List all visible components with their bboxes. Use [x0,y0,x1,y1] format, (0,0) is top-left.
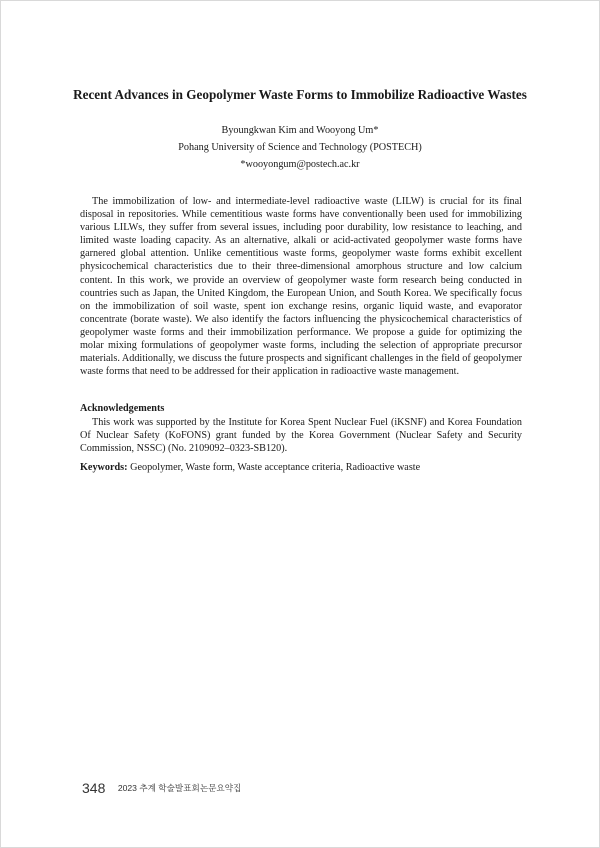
page-number: 348 [82,779,106,796]
keywords-list: Geopolymer, Waste form, Waste acceptance criteria, Radioactive waste [127,462,421,473]
abstract-paragraph: The immobilization of low- and intermediate-level radioactive waste (LILW) is crucial for its final disposal in repositories. While cementitious waste forms have conventionally been used for immobilizing various LILWs, they suffer from several issues, including poor durability, low resistance to leaching, and limited waste loading capacity. As an alternative, alkali or acid-activated geopolymer waste forms have garnered global attention. Unlike cementitious waste forms, geopolymer waste forms exhibit excellent physicochemical characteristics due to their three-dimensional amorphous structure and low calcium content. In this work, we provide an overview of geopolymer waste form research being conducted in countries such as Japan, the United Kingdom, the European Union, and South Korea. We specifically focus on the immobilization of soil waste, spent ion exchange resins, organic liquid waste, and evaporator concentrate (borate waste). We also identify the factors influencing the physicochemical characteristics of geopolymer waste forms and their immobilization performance. We propose a guide for optimizing the molar mixing formulations of geopolymer waste forms, including the selection of appropriate precursor materials. Additionally, we discuss the future prospects and significant challenges in the field of geopolymer waste forms that need to be addressed for their application in radioactive waste management. [80,196,522,378]
page-footer [82,779,241,797]
acknowledgements-section [80,416,522,455]
keywords-label: Keywords: [80,462,128,473]
proceedings-title: 2023 추계 학술발표회논문요약집 [117,782,242,793]
corresponding-email: *wooyongum@postech.ac.kr [240,159,360,170]
acknowledgements-paragraph: This work was supported by the Institute for Korea Spent Nuclear Fuel (iKSNF) and Korea Foundation Of Nuclear Safety (KoFONS) grant funded by the Korea Government (Nuclear Safety and Security Commission, NSSC) (No. 2109092–0323-SB120). [80,417,522,455]
acknowledgements-heading: Acknowledgements [80,403,165,414]
affiliation: Pohang University of Science and Technology (POSTECH) [178,142,422,153]
abstract-section [80,195,522,378]
author-names: Byoungkwan Kim and Wooyong Um* [221,125,379,136]
keywords-line [80,461,522,474]
paper-title: Recent Advances in Geopolymer Waste Forms to Immobilize Radioactive Wastes [73,87,527,102]
author-block [61,122,539,173]
